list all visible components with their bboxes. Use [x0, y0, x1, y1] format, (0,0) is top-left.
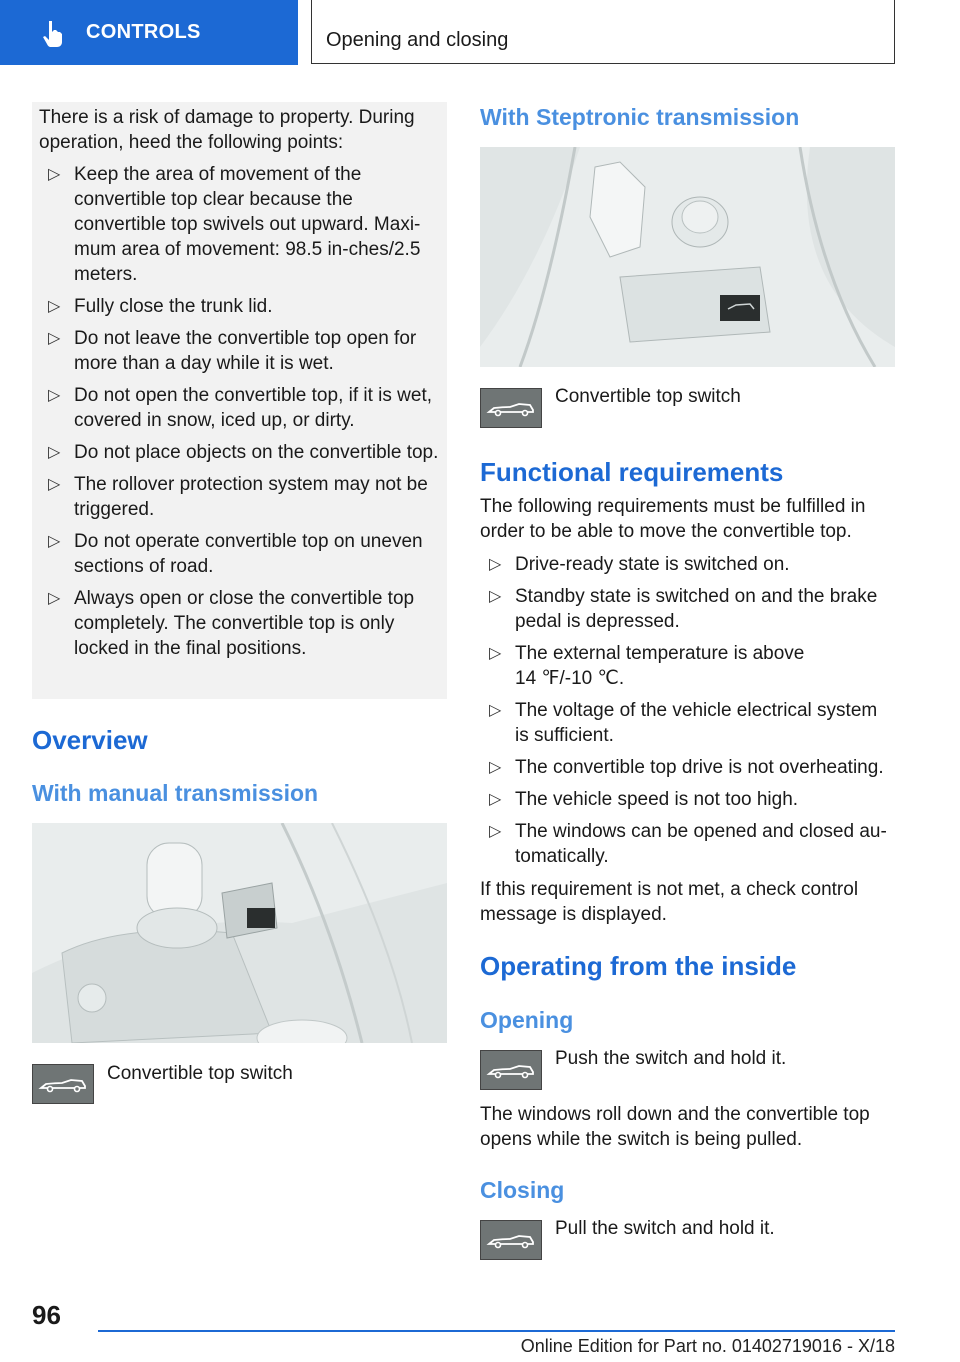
warning-notice [32, 102, 447, 699]
list-item: ▷ The vehicle speed is not too high. [480, 787, 895, 812]
convertible-car-icon [486, 1231, 536, 1249]
list-item: ▷ Keep the area of movement of the convertible top clear because the convertible top swivels out upward. Maxi-mum area of movement: 98.5 in-ches/2.5 meters. [39, 162, 441, 287]
list-item: ▷ The convertible top drive is not overheating. [480, 755, 895, 780]
list-item: ▷ Do not open the convertible top, if it is wet, covered in snow, iced up, or dirty. [39, 383, 441, 433]
overview-heading: Overview [32, 725, 148, 755]
footer-rule [98, 1330, 895, 1332]
manual-console-photo [32, 823, 447, 1043]
operating-heading: Operating from the inside [480, 951, 797, 981]
list-item: ▷ The voltage of the vehicle electrical system is sufficient. [480, 698, 895, 748]
chapter-title-box [311, 0, 895, 64]
manual-transmission-heading: With manual transmission [32, 780, 319, 806]
chapter-title: Opening and closing [326, 29, 509, 51]
functional-intro: The following requirements must be fulfilled in order to be able to move the convertible top. [480, 496, 866, 542]
list-item: ▷ Do not operate convertible top on uneven sections of road. [39, 529, 441, 579]
convertible-car-icon [486, 399, 536, 417]
opening-result: The windows roll down and the convertible top opens while the switch is being pulled. [480, 1104, 870, 1150]
convertible-top-switch-symbol [480, 1220, 542, 1260]
convertible-car-icon [486, 1061, 536, 1079]
edition-note: Online Edition for Part no. 01402719016 - X/18 [520, 1336, 895, 1356]
closing-action: Pull the switch and hold it. [555, 1218, 775, 1239]
section-label: CONTROLS [86, 21, 201, 43]
opening-heading: Opening [480, 1007, 574, 1033]
page-number: 96 [32, 1300, 61, 1330]
list-item: ▷ The windows can be opened and closed au-tomatically. [480, 819, 895, 869]
notice-intro: There is a risk of damage to property. During operation, heed the following points: [39, 107, 415, 153]
convertible-top-switch-symbol [480, 1050, 542, 1090]
steptronic-switch-caption: Convertible top switch [555, 386, 741, 407]
steptronic-heading: With Steptronic transmission [480, 104, 800, 130]
list-item: ▷ Fully close the trunk lid. [39, 294, 441, 319]
notice-list [39, 162, 441, 661]
list-item: ▷ Always open or close the convertible top completely. The convertible top is only locked in the final positions. [39, 586, 441, 661]
opening-action: Push the switch and hold it. [555, 1048, 787, 1069]
convertible-car-icon [38, 1075, 88, 1093]
pointing-hand-icon [40, 19, 68, 47]
list-item: ▷ Drive-ready state is switched on. [480, 552, 895, 577]
section-tab [0, 0, 298, 65]
list-item: ▷ The rollover protection system may not be triggered. [39, 472, 441, 522]
requirements-list [480, 552, 895, 876]
list-item: ▷ Standby state is switched on and the brake pedal is depressed. [480, 584, 895, 634]
manual-switch-caption: Convertible top switch [107, 1063, 293, 1084]
convertible-top-switch-symbol [32, 1064, 94, 1104]
list-item: ▷ Do not place objects on the convertible top. [39, 440, 441, 465]
closing-heading: Closing [480, 1177, 565, 1203]
convertible-top-switch-symbol [480, 388, 542, 428]
functional-outro: If this requirement is not met, a check control message is displayed. [480, 879, 859, 925]
list-item: ▷ Do not leave the convertible top open for more than a day while it is wet. [39, 326, 441, 376]
steptronic-console-photo [480, 147, 895, 367]
list-item: ▷ The external temperature is above 14 ℉/-10 ℃. [480, 641, 895, 691]
functional-requirements-heading: Functional requirements [480, 457, 784, 487]
